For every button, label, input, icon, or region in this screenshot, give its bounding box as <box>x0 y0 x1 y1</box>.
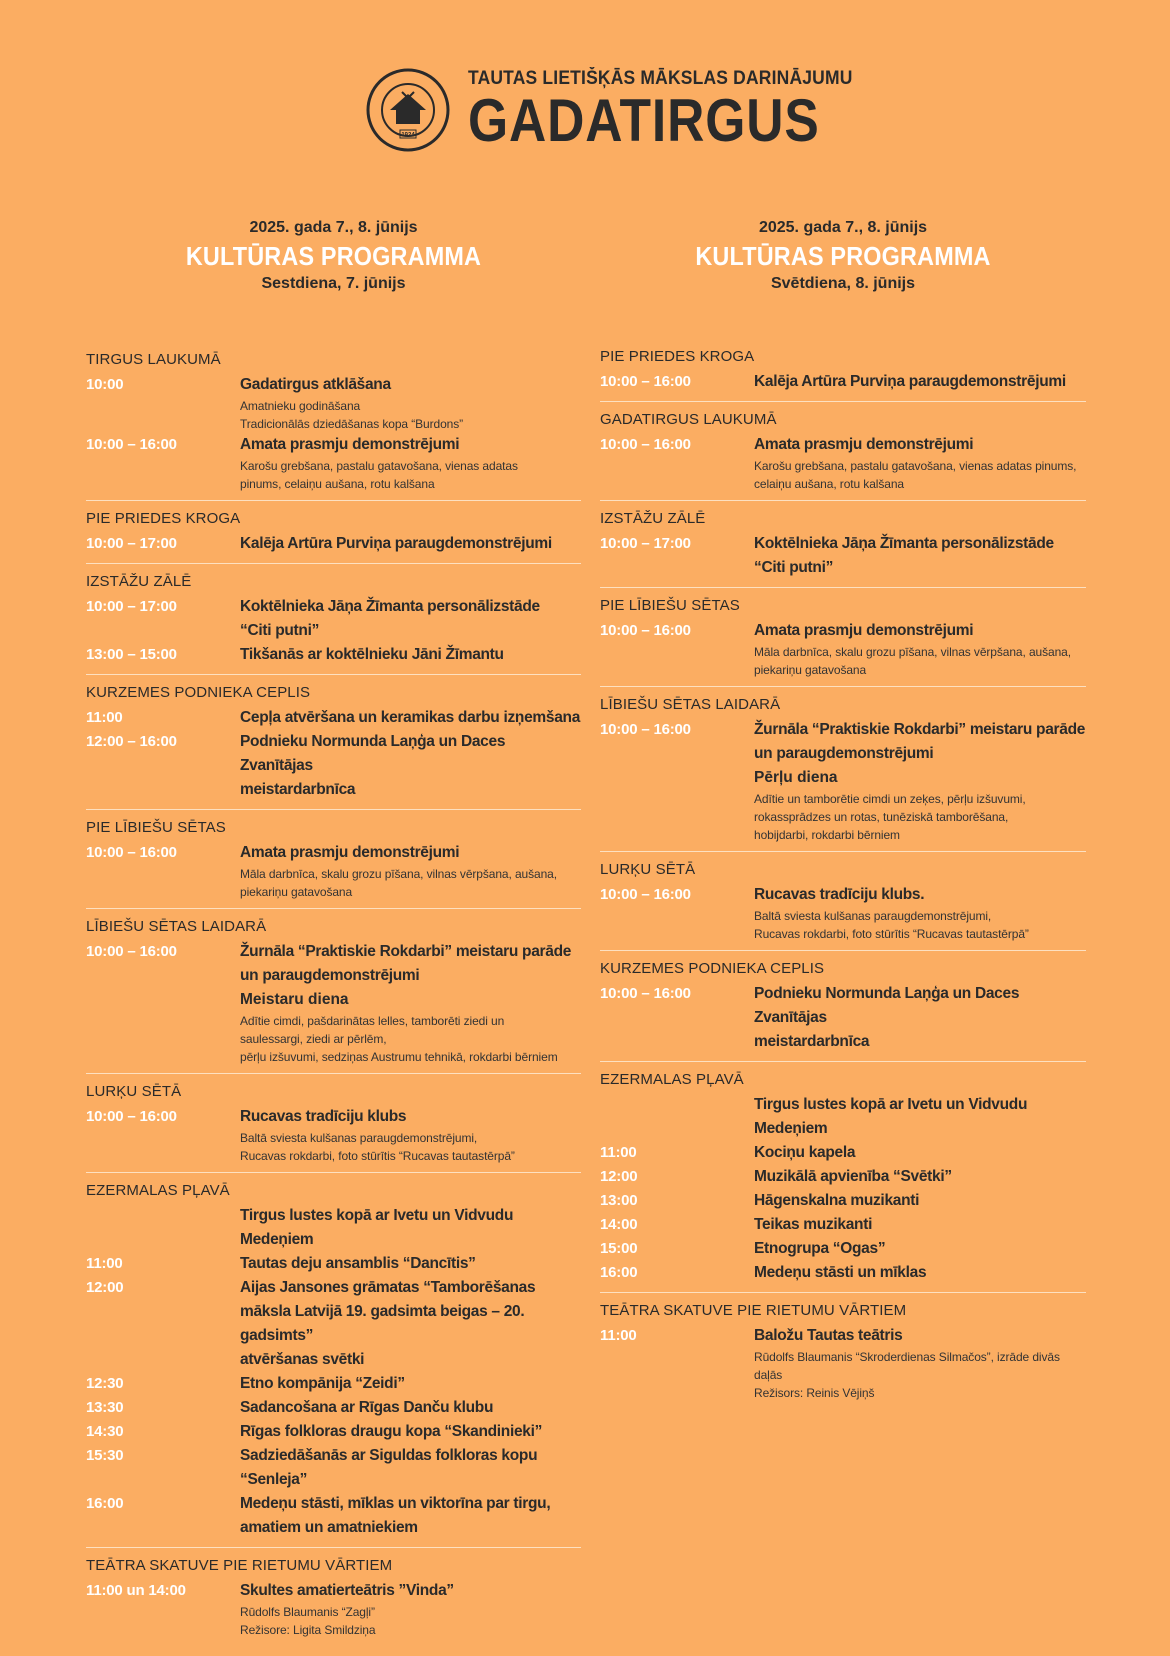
event-body <box>240 1105 581 1165</box>
event-title: Tautas deju ansamblis “Dancītis” <box>240 1255 476 1272</box>
event-body <box>240 1396 581 1420</box>
event-title: Podnieku Normunda Laņģa un Daces Zvanītājas <box>240 733 506 774</box>
event-description: Baltā sviesta kulšanas paraugdemonstrējumi, <box>240 1131 478 1145</box>
event-row <box>86 730 581 802</box>
event-description: Māla darbnīca, skalu grozu pīšana, vilnas vērpšana, aušana, <box>240 867 557 881</box>
event-title-cont: un paraugdemonstrējumi <box>240 967 420 984</box>
event-body <box>240 1252 581 1276</box>
event-title: Amata prasmju demonstrējumi <box>754 622 974 639</box>
event-body <box>240 1579 581 1639</box>
schedule-section <box>600 1070 1086 1293</box>
event-description: celaiņu aušana, rotu kalšana <box>754 477 904 491</box>
schedule-section <box>600 695 1086 852</box>
event-body <box>754 1261 1086 1285</box>
event-time: 12:00 <box>86 1279 124 1296</box>
event-body <box>754 370 1086 394</box>
location-label: TIRGUS LAUKUMĀ <box>86 351 221 368</box>
event-description: Režisore: Ligita Smildziņa <box>240 1623 376 1637</box>
event-title: Medeņu stāsti un mīklas <box>754 1264 927 1281</box>
event-row <box>86 1105 581 1165</box>
event-row <box>86 1252 581 1276</box>
location-label: EZERMALAS PĻAVĀ <box>86 1182 230 1199</box>
location-label: TEĀTRA SKATUVE PIE RIETUMU VĀRTIEM <box>600 1302 907 1319</box>
event-body <box>754 1093 1086 1141</box>
event-body <box>240 706 581 730</box>
event-body <box>240 595 581 643</box>
event-time: 13:30 <box>86 1399 124 1416</box>
schedule-section <box>86 1556 581 1646</box>
event-body <box>240 373 581 433</box>
event-row <box>86 1420 581 1444</box>
event-title: Baložu Tautas teātris <box>754 1327 903 1344</box>
event-row <box>600 883 1086 943</box>
event-row <box>600 1261 1086 1285</box>
event-description: Rucavas rokdarbi, foto stūrītis “Rucavas tautastērpā” <box>754 927 1029 941</box>
event-time: 16:00 <box>600 1264 638 1281</box>
schedule-section <box>600 959 1086 1062</box>
event-time: 11:00 <box>600 1144 637 1161</box>
event-row <box>86 1444 581 1492</box>
event-row <box>86 940 581 1066</box>
event-row <box>600 718 1086 844</box>
event-row <box>86 1372 581 1396</box>
event-title-cont: “Citi putni” <box>754 559 834 576</box>
event-title: Žurnāla “Praktiskie Rokdarbi” meistaru parāde <box>240 943 572 960</box>
event-time: 10:00 – 16:00 <box>600 721 691 738</box>
event-description: Režisors: Reinis Vējiņš <box>754 1386 875 1400</box>
event-time: 16:00 <box>86 1495 124 1512</box>
location-label: PIE PRIEDES KROGA <box>600 348 755 365</box>
event-row <box>600 433 1086 493</box>
event-title: Tikšanās ar koktēlnieku Jāni Žīmantu <box>240 646 504 663</box>
event-row <box>600 1093 1086 1141</box>
event-subtitle: Pērļu diena <box>754 769 838 786</box>
event-row <box>600 982 1086 1054</box>
event-row <box>86 1492 581 1540</box>
event-title: Hāgenskalna muzikanti <box>754 1192 920 1209</box>
event-row <box>86 1579 581 1639</box>
sunday-sections <box>600 347 1086 1417</box>
event-title: Cepļa atvēršana un keramikas darbu izņemšana <box>240 709 581 726</box>
event-time: 12:30 <box>86 1375 124 1392</box>
event-description: Baltā sviesta kulšanas paraugdemonstrējumi, <box>754 909 992 923</box>
schedule-section <box>86 917 581 1074</box>
event-title: Žurnāla “Praktiskie Rokdarbi” meistaru parāde <box>754 721 1086 738</box>
program-title: KULTŪRAS PROGRAMMA <box>695 241 991 271</box>
event-time: 10:00 – 16:00 <box>86 844 177 861</box>
event-title: Podnieku Normunda Laņģa un Daces Zvanītājas <box>754 985 1020 1026</box>
program-title: KULTŪRAS PROGRAMMA <box>185 241 482 271</box>
event-row <box>600 1213 1086 1237</box>
event-title: Tirgus lustes kopā ar Ivetu un Vidvudu Medeņiem <box>240 1207 514 1248</box>
event-body <box>240 1492 581 1540</box>
event-body <box>240 841 581 901</box>
location-label: LURĶU SĒTĀ <box>600 861 696 878</box>
event-title-cont: “Citi putni” <box>240 622 320 639</box>
event-body <box>240 643 581 667</box>
event-time: 14:30 <box>86 1423 124 1440</box>
event-description: Adītie cimdi, pašdarinātas lelles, tamborēti ziedi un <box>240 1014 505 1028</box>
event-title: Koktēlnieka Jāņa Žīmanta personālizstāde <box>754 535 1054 552</box>
event-title: Kociņu kapela <box>754 1144 856 1161</box>
event-title: Etnogrupa “Ogas” <box>754 1240 886 1257</box>
event-title: Aijas Jansones grāmatas “Tamborēšanas <box>240 1279 536 1296</box>
event-row <box>600 1141 1086 1165</box>
event-title: Etno kompānija “Zeidi” <box>240 1375 405 1392</box>
event-body <box>240 1444 581 1492</box>
event-description: pinums, celaiņu aušana, rotu kalšana <box>240 477 435 491</box>
event-body <box>240 1372 581 1396</box>
schedule-section <box>86 1082 581 1173</box>
location-label: PIE LĪBIEŠU SĒTAS <box>86 819 226 836</box>
event-description: piekariņu gatavošana <box>754 663 867 677</box>
event-body <box>754 718 1086 844</box>
header-subtitle: TAUTAS LIETIŠĶĀS MĀKSLAS DARINĀJUMU <box>468 68 853 89</box>
event-description: piekariņu gatavošana <box>240 885 353 899</box>
event-time: 10:00 – 16:00 <box>600 622 691 639</box>
event-time: 10:00 – 16:00 <box>600 373 691 390</box>
event-description: Rūdolfs Blaumanis “Zagļi” <box>240 1605 375 1619</box>
location-label: LĪBIEŠU SĒTAS LAIDARĀ <box>600 696 781 713</box>
schedule-section <box>86 818 581 909</box>
event-title-cont: atvēršanas svētki <box>240 1351 365 1368</box>
event-time: 10:00 – 16:00 <box>600 985 691 1002</box>
event-row <box>600 1324 1086 1402</box>
event-row <box>600 1165 1086 1189</box>
event-description: Adītie un tamborētie cimdi un zeķes, pērļu izšuvumi, <box>754 792 1026 806</box>
event-time: 10:00 – 16:00 <box>86 943 177 960</box>
event-time: 15:00 <box>600 1240 638 1257</box>
event-title-cont: māksla Latvijā 19. gadsimta beigas – 20. gadsimts” <box>240 1303 525 1344</box>
event-row <box>86 433 581 493</box>
event-body <box>754 433 1086 493</box>
event-description: Rūdolfs Blaumanis “Skroderdienas Silmačos”, izrāde divās daļās <box>754 1350 1060 1382</box>
event-time: 10:00 – 16:00 <box>86 1108 177 1125</box>
event-row <box>600 370 1086 394</box>
location-label: LĪBIEŠU SĒTAS LAIDARĀ <box>86 918 267 935</box>
sunday-heading <box>600 218 1086 294</box>
schedule-section <box>600 410 1086 501</box>
event-row <box>600 532 1086 580</box>
event-body <box>754 1141 1086 1165</box>
dates: 2025. gada 7., 8. jūnijs <box>758 219 928 236</box>
event-body <box>754 619 1086 679</box>
location-label: LURĶU SĒTĀ <box>86 1083 182 1100</box>
event-description: Karošu grebšana, pastalu gatavošana, vienas adatas pinums, <box>754 459 1077 473</box>
event-body <box>754 1213 1086 1237</box>
event-body <box>754 1189 1086 1213</box>
event-title: Sadziedāšanās ar Siguldas folkloras kopu “Senleja” <box>240 1447 538 1488</box>
event-row <box>86 1276 581 1372</box>
event-time <box>86 1204 240 1252</box>
schedule-section <box>86 683 581 810</box>
event-description: Amatnieku godināšana <box>240 399 361 413</box>
event-body <box>240 433 581 493</box>
location-label: PIE LĪBIEŠU SĒTAS <box>600 597 740 614</box>
event-row <box>86 532 581 556</box>
saturday-heading <box>86 218 581 294</box>
event-title: Amata prasmju demonstrējumi <box>754 436 974 453</box>
event-title: Amata prasmju demonstrējumi <box>240 844 460 861</box>
location-label: KURZEMES PODNIEKA CEPLIS <box>600 960 825 977</box>
event-time: 12:00 – 16:00 <box>86 733 177 750</box>
event-time: 11:00 <box>600 1327 637 1344</box>
event-title: Muzikālā apvienība “Svētki” <box>754 1168 952 1185</box>
event-time: 10:00 – 17:00 <box>86 535 177 552</box>
event-time: 11:00 <box>86 709 123 726</box>
event-title: Sadancošana ar Rīgas Danču klubu <box>240 1399 494 1416</box>
event-time: 14:00 <box>600 1216 638 1233</box>
event-time <box>600 1093 754 1141</box>
event-time: 15:30 <box>86 1447 124 1464</box>
event-body <box>240 1420 581 1444</box>
event-title: Rucavas tradīciju klubs <box>240 1108 407 1125</box>
header-title: GADATIRGUS <box>468 87 820 154</box>
event-subtitle: Meistaru diena <box>240 991 349 1008</box>
event-time: 11:00 un 14:00 <box>86 1582 186 1599</box>
event-body <box>754 883 1086 943</box>
day-label: Sestdiena, 7. jūnijs <box>261 275 406 292</box>
page-header <box>366 68 886 152</box>
event-time: 10:00 – 16:00 <box>600 886 691 903</box>
event-row <box>86 373 581 433</box>
day-label: Svētdiena, 8. jūnijs <box>770 275 916 292</box>
schedule-section <box>600 1301 1086 1409</box>
location-label: GADATIRGUS LAUKUMĀ <box>600 411 777 428</box>
event-time: 12:00 <box>600 1168 638 1185</box>
schedule-section <box>600 860 1086 951</box>
event-body <box>754 532 1086 580</box>
schedule-section <box>600 347 1086 402</box>
event-time: 10:00 – 17:00 <box>86 598 177 615</box>
event-description: Karošu grebšana, pastalu gatavošana, vienas adatas <box>240 459 518 473</box>
event-time: 10:00 – 16:00 <box>600 436 691 453</box>
event-row <box>600 619 1086 679</box>
location-label: KURZEMES PODNIEKA CEPLIS <box>86 684 311 701</box>
event-time: 10:00 – 17:00 <box>600 535 691 552</box>
logo-year: 1924 <box>401 132 415 139</box>
event-title: Teikas muzikanti <box>754 1216 873 1233</box>
event-title-cont: amatiem un amatniekiem <box>240 1519 418 1536</box>
event-time: 13:00 <box>600 1192 638 1209</box>
event-title: Gadatirgus atklāšana <box>240 376 391 393</box>
event-row <box>86 1396 581 1420</box>
event-description: rokassprādzes un rotas, tunēziskā tamborēšana, <box>754 810 1009 824</box>
event-description: hobijdarbi, rokdarbi bērniem <box>754 828 900 842</box>
event-time: 10:00 <box>86 376 124 393</box>
event-body <box>754 1237 1086 1261</box>
event-body <box>240 730 581 802</box>
event-row <box>86 1204 581 1252</box>
event-title: Tirgus lustes kopā ar Ivetu un Vidvudu Medeņiem <box>754 1096 1028 1137</box>
event-title: Medeņu stāsti, mīklas un viktorīna par tirgu, <box>240 1495 551 1512</box>
event-body <box>754 1324 1086 1402</box>
event-row <box>86 595 581 643</box>
event-row <box>86 643 581 667</box>
event-body <box>754 982 1086 1054</box>
event-row <box>86 841 581 901</box>
event-title: Kalēja Artūra Purviņa paraugdemonstrējumi <box>240 535 552 552</box>
event-title-cont: meistardarbnīca <box>754 1033 870 1050</box>
event-body <box>754 1165 1086 1189</box>
event-body <box>240 940 581 1066</box>
event-description: saulessargi, ziedi ar pērlēm, <box>240 1032 387 1046</box>
schedule-section <box>86 1181 581 1548</box>
event-title-cont: un paraugdemonstrējumi <box>754 745 934 762</box>
event-title: Rīgas folkloras draugu kopa “Skandinieki” <box>240 1423 543 1440</box>
event-body <box>240 532 581 556</box>
event-title-cont: meistardarbnīca <box>240 781 356 798</box>
event-row <box>86 706 581 730</box>
location-label: PIE PRIEDES KROGA <box>86 510 241 527</box>
schedule-section <box>86 350 581 501</box>
event-title: Kalēja Artūra Purviņa paraugdemonstrējumi <box>754 373 1066 390</box>
event-time: 10:00 – 16:00 <box>86 436 177 453</box>
event-title: Skultes amatierteātris ”Vinda” <box>240 1582 454 1599</box>
dates: 2025. gada 7., 8. jūnijs <box>249 219 418 236</box>
saturday-sections <box>86 350 581 1654</box>
event-body <box>240 1276 581 1372</box>
event-row <box>600 1237 1086 1261</box>
event-title: Koktēlnieka Jāņa Žīmanta personālizstāde <box>240 598 540 615</box>
location-label: IZSTĀŽU ZĀLĒ <box>600 510 706 527</box>
schedule-section <box>86 509 581 564</box>
schedule-section <box>86 572 581 675</box>
event-description: Tradicionālās dziedāšanas kopa “Burdons” <box>240 417 464 431</box>
event-body <box>240 1204 581 1252</box>
event-title: Amata prasmju demonstrējumi <box>240 436 460 453</box>
schedule-section <box>600 596 1086 687</box>
event-time: 13:00 – 15:00 <box>86 646 177 663</box>
museum-logo <box>366 68 450 152</box>
location-label: IZSTĀŽU ZĀLĒ <box>86 573 192 590</box>
location-label: TEĀTRA SKATUVE PIE RIETUMU VĀRTIEM <box>86 1557 393 1574</box>
event-description: Māla darbnīca, skalu grozu pīšana, vilnas vērpšana, aušana, <box>754 645 1071 659</box>
location-label: EZERMALAS PĻAVĀ <box>600 1071 744 1088</box>
event-title: Rucavas tradīciju klubs. <box>754 886 925 903</box>
schedule-section <box>600 509 1086 588</box>
event-time: 11:00 <box>86 1255 123 1272</box>
event-description: Rucavas rokdarbi, foto stūrītis “Rucavas tautastērpā” <box>240 1149 515 1163</box>
event-row <box>600 1189 1086 1213</box>
event-description: pērļu izšuvumi, sedziņas Austrumu tehnikā, rokdarbi bērniem <box>240 1050 558 1064</box>
